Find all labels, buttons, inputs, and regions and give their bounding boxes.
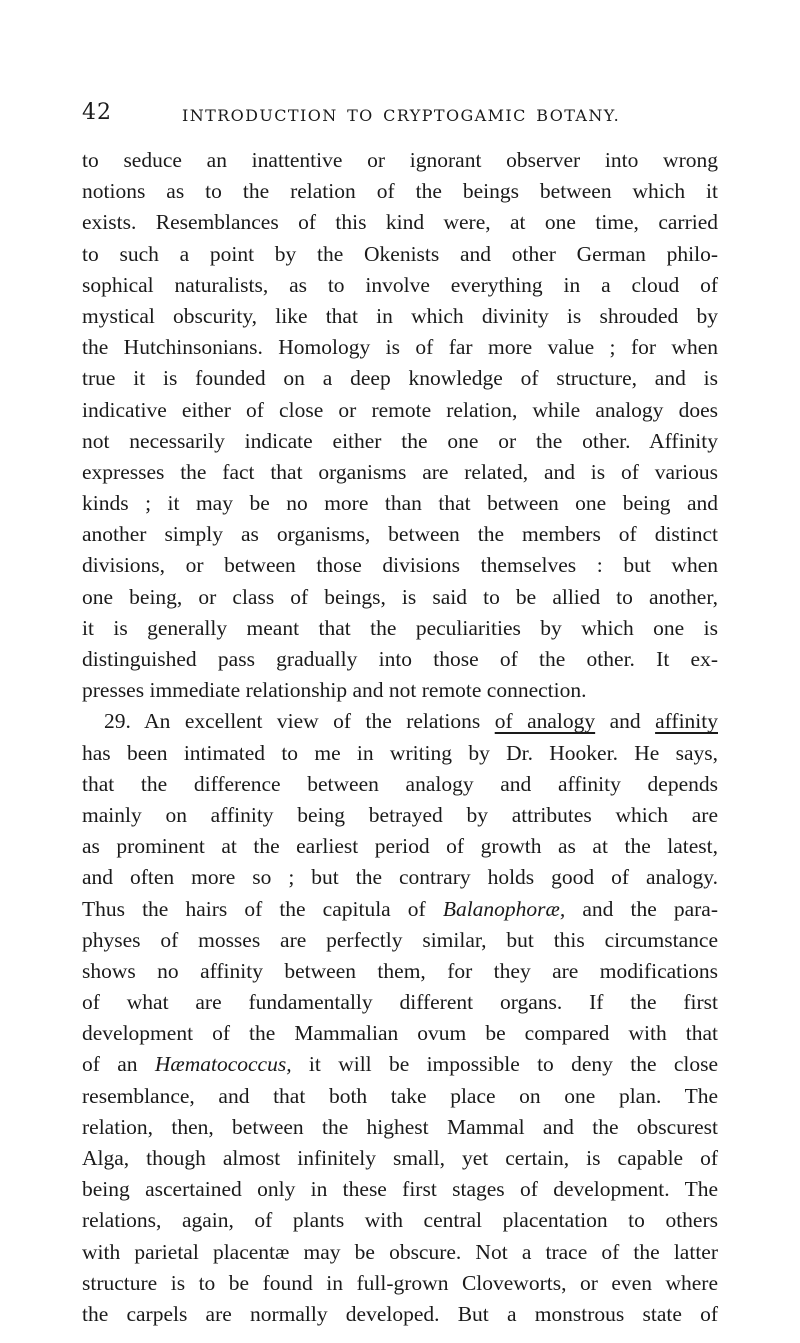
text-line: relation, then, between the highest Mammal and the obscurest <box>82 1114 718 1139</box>
text-line: relations, again, of plants with central placentation to others <box>82 1208 718 1233</box>
text-line: sophical naturalists, as to involve everything in a cloud of <box>82 272 718 297</box>
text-line: expresses the fact that organisms are related, and is of various <box>82 459 718 484</box>
text-line: to seduce an inattentive or ignorant observer into wrong <box>82 148 718 172</box>
text-line: and often more so ; but the contrary holds good of analogy. <box>82 865 718 890</box>
text-line: the Hutchinsonians. Homology is of far more value ; for when <box>82 335 718 360</box>
text-line: mystical obscurity, like that in which divinity is shrouded by <box>82 303 718 328</box>
paragraph-29-first-line <box>82 706 718 737</box>
text-line: development of the Mammalian ovum be compared with that <box>82 1021 718 1046</box>
text-line: indicative either of close or remote relation, while analogy does <box>82 397 718 422</box>
text-line: to such a point by the Okenists and other German philo- <box>82 241 718 266</box>
page-number: 42 <box>82 100 112 125</box>
text-line: as prominent at the earliest period of growth as at the latest, <box>82 834 718 859</box>
text-run: and <box>595 709 656 734</box>
text-line <box>82 1049 718 1080</box>
underlined-text: affinity <box>655 709 718 734</box>
text-line: not necessarily indicate either the one or the other. Affinity <box>82 428 718 453</box>
italic-taxon: Hæmatococcus, <box>154 1052 292 1077</box>
text-run: 29. An excellent view of the relations <box>104 709 495 734</box>
text-run: of an <box>82 1052 155 1077</box>
text-line: notions as to the relation of the beings between which it <box>82 179 718 204</box>
text-line: mainly on affinity being betrayed by attributes which are <box>82 802 718 827</box>
text-line <box>82 894 718 925</box>
italic-taxon: Balanophoræ, <box>442 896 566 921</box>
text-line: physes of mosses are perfectly similar, but this circumstance <box>82 927 718 952</box>
text-line: structure is to be found in full-grown Cloveworts, or even where <box>82 1270 718 1295</box>
text-line: another simply as organisms, between the members of distinct <box>82 522 718 547</box>
text-line: kinds ; it may be no more than that between one being and <box>82 491 718 516</box>
text-run: it will be impossible to deny the close <box>291 1052 718 1077</box>
text-line: resemblance, and that both take place on one plan. The <box>82 1083 718 1108</box>
text-line: it is generally meant that the peculiarities by which one is <box>82 615 718 640</box>
running-title: INTRODUCTION TO CRYPTOGAMIC BOTANY. <box>182 106 621 125</box>
underlined-text: of analogy <box>494 709 596 734</box>
text-line: distinguished pass gradually into those of the other. It ex- <box>82 647 718 671</box>
text-line: that the difference between analogy and affinity depends <box>82 771 718 796</box>
text-line: of what are fundamentally different organs. If the first <box>82 990 718 1015</box>
body-text <box>82 145 718 1330</box>
page-header <box>82 100 722 134</box>
text-line: with parietal placentæ may be obscure. Not a trace of the latter <box>82 1239 718 1264</box>
text-line: the carpels are normally developed. But a monstrous state of <box>82 1301 718 1326</box>
text-line: has been intimated to me in writing by Dr. Hooker. He says, <box>82 740 718 765</box>
text-line: being ascertained only in these first stages of development. The <box>82 1177 718 1202</box>
text-line: exists. Resemblances of this kind were, at one time, carried <box>82 210 718 235</box>
text-line: Alga, though almost infinitely small, yet certain, is capable of <box>82 1146 718 1170</box>
text-line: divisions, or between those divisions themselves : but when <box>82 553 718 578</box>
text-line: presses immediate relationship and not remote connection. <box>82 678 587 703</box>
text-run: Thus the hairs of the capitula of <box>82 896 443 921</box>
text-line: one being, or class of beings, is said to be allied to another, <box>82 584 718 609</box>
text-run: and the para- <box>565 896 718 921</box>
text-line: true it is founded on a deep knowledge of structure, and is <box>82 366 718 391</box>
text-line: shows no affinity between them, for they are modifications <box>82 958 718 983</box>
